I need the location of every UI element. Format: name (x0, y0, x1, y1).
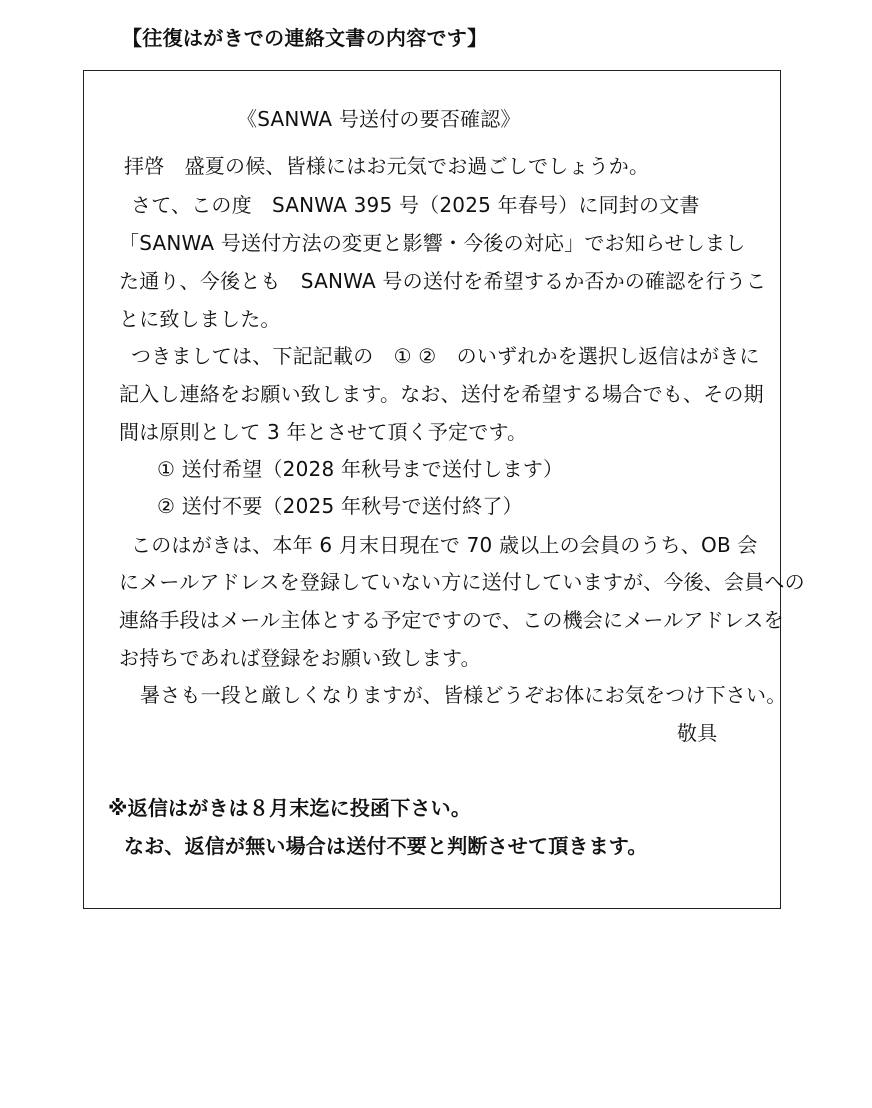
body-line: 間は原則として 3 年とさせて頂く予定です。 (119, 420, 528, 444)
body-line: た通り、今後とも SANWA 号の送付を希望するか否かの確認を行うこ (119, 269, 767, 293)
body-line: 記入し連絡をお願い致します。なお、送付を希望する場合でも、その期 (119, 382, 764, 406)
closing-word: 敬具 (677, 721, 718, 745)
body-line: お持ちであれば登録をお願い致します。 (119, 646, 481, 670)
option-send: ① 送付希望（2028 年秋号まで送付します） (157, 457, 564, 481)
body-line: このはがきは、本年 6 月末日現在で 70 歳以上の会員のうち、OB 会 (131, 533, 758, 557)
body-line: 「SANWA 号送付方法の変更と影響・今後の対応」でお知らせしまし (119, 231, 746, 255)
letter-title: 《SANWA 号送付の要否確認》 (237, 107, 521, 131)
no-reply-note: なお、返信が無い場合は送付不要と判断させて頂きます。 (124, 834, 648, 858)
body-line: さて、この度 SANWA 395 号（2025 年春号）に同封の文書 (131, 193, 700, 217)
body-line: にメールアドレスを登録していない方に送付していますが、今後、会員への (119, 570, 805, 594)
body-line: 連絡手段はメール主体とする予定ですので、この機会にメールアドレスを (119, 608, 784, 632)
page-heading: 【往復はがきでの連絡文書の内容です】 (122, 26, 488, 50)
reply-deadline-note: ※返信はがきは８月末迄に投函下さい。 (108, 796, 472, 820)
closing-remark: 暑さも一段と厳しくなりますが、皆様どうぞお体にお気をつけ下さい。 (140, 683, 787, 707)
option-no-send: ② 送付不要（2025 年秋号で送付終了） (157, 494, 523, 518)
body-line: つきましては、下記記載の ① ② のいずれかを選択し返信はがきに (131, 344, 760, 368)
greeting-line: 拝啓 盛夏の候、皆様にはお元気でお過ごしでしょうか。 (124, 154, 650, 178)
body-line: とに致しました。 (119, 307, 281, 331)
